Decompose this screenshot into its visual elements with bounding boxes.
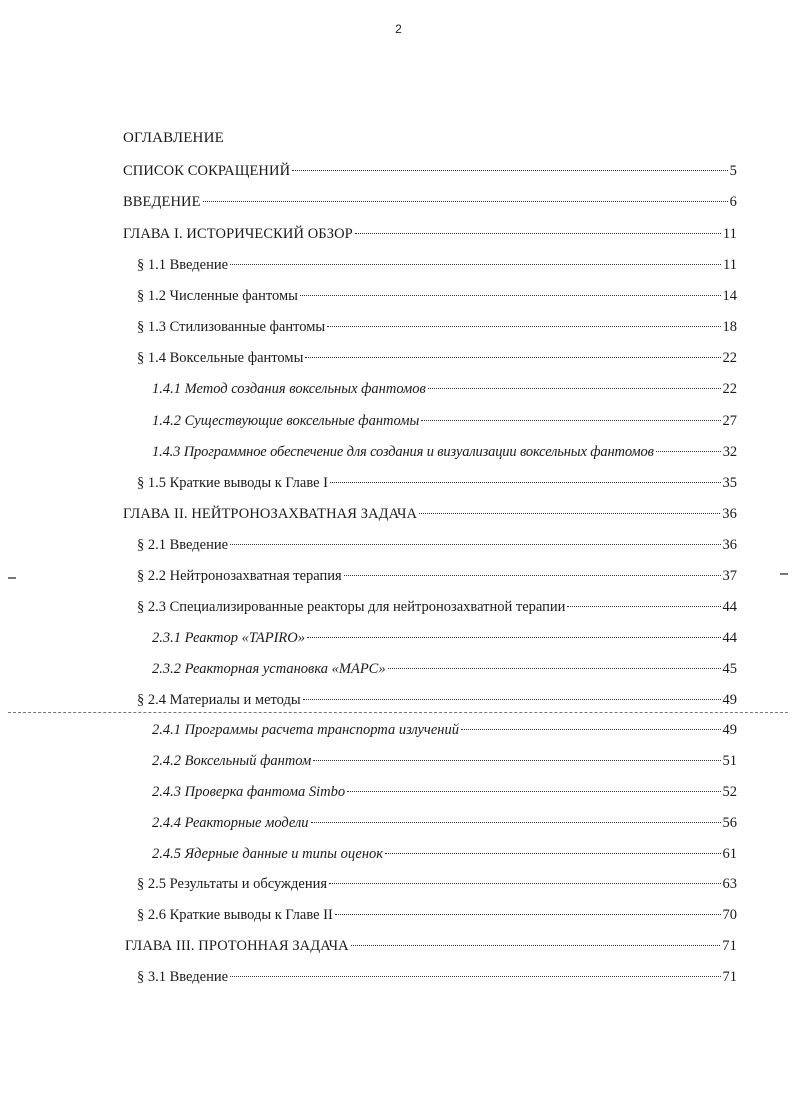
toc-leader xyxy=(305,357,720,358)
toc-leader xyxy=(230,264,721,265)
toc-leader xyxy=(355,233,721,234)
toc-entry[interactable] xyxy=(152,722,737,739)
toc-heading: ОГЛАВЛЕНИЕ xyxy=(123,130,224,146)
toc-entry-page: 36 xyxy=(722,506,737,522)
toc-entry-title: § 1.5 Краткие выводы к Главе I xyxy=(137,475,329,491)
toc-entry[interactable] xyxy=(137,319,737,336)
toc-entry[interactable] xyxy=(152,661,737,678)
toc-entry-page: 14 xyxy=(722,288,737,304)
toc-entry-title: 2.4.5 Ядерные данные и типы оценок xyxy=(152,846,384,862)
toc-entry[interactable] xyxy=(137,350,737,367)
toc-entry-page: 11 xyxy=(722,226,737,242)
toc-entry[interactable] xyxy=(137,568,737,585)
toc-entry-title: § 1.1 Введение xyxy=(137,257,229,273)
toc-entry[interactable] xyxy=(123,506,737,523)
toc-entry[interactable] xyxy=(152,784,737,801)
toc-entry[interactable] xyxy=(137,599,737,616)
toc-entry[interactable] xyxy=(137,692,737,709)
toc-entry[interactable] xyxy=(152,444,737,461)
toc-entry-page: 70 xyxy=(722,907,737,923)
scan-artifact-line xyxy=(8,712,788,713)
toc-entry-page: 6 xyxy=(729,194,737,210)
toc-leader xyxy=(461,729,721,730)
toc-entry-page: 49 xyxy=(722,692,737,708)
toc-entry-page: 61 xyxy=(722,846,737,862)
toc-entry[interactable] xyxy=(137,876,737,893)
scan-edge-mark-right xyxy=(780,573,788,575)
toc-entry-page: 71 xyxy=(722,938,737,954)
toc-entry[interactable] xyxy=(123,194,737,211)
toc-entry-title: § 1.2 Численные фантомы xyxy=(137,288,298,304)
toc-entry-title: ГЛАВА II. НЕЙТРОНОЗАХВАТНАЯ ЗАДАЧА xyxy=(123,506,418,522)
toc-entry[interactable] xyxy=(137,969,737,986)
toc-leader xyxy=(385,853,720,854)
toc-entry-title: § 2.1 Введение xyxy=(137,537,229,553)
toc-entry-title: 1.4.2 Существующие воксельные фантомы xyxy=(152,413,420,429)
toc-leader xyxy=(292,170,727,171)
toc-entry[interactable] xyxy=(152,815,737,832)
toc-entry-page: 27 xyxy=(722,413,737,429)
toc-entry-page: 71 xyxy=(722,969,737,985)
toc-entry-page: 5 xyxy=(729,163,737,179)
toc-entry-title: 1.4.3 Программное обеспечение для создания и визуализации воксельных фантомов xyxy=(152,444,654,460)
toc-entry-title: ГЛАВА III. ПРОТОННАЯ ЗАДАЧА xyxy=(125,938,349,954)
toc-entry-title: 2.4.4 Реакторные модели xyxy=(152,815,309,831)
toc-entry-page: 45 xyxy=(722,661,737,677)
toc-leader xyxy=(230,544,720,545)
toc-entry[interactable] xyxy=(152,630,737,647)
toc-leader xyxy=(421,420,720,421)
toc-leader xyxy=(311,822,721,823)
toc-leader xyxy=(300,295,721,296)
toc-leader xyxy=(351,945,721,946)
toc-entry-title: § 2.3 Специализированные реакторы для нейтронозахватной терапии xyxy=(137,599,566,615)
toc-leader xyxy=(419,513,720,514)
toc-entry-page: 35 xyxy=(722,475,737,491)
toc-leader xyxy=(230,976,720,977)
toc-entry-title: 1.4.1 Метод создания воксельных фантомов xyxy=(152,381,426,397)
page-number: 2 xyxy=(395,22,402,36)
toc-entry-title: § 2.6 Краткие выводы к Главе II xyxy=(137,907,333,923)
toc-leader xyxy=(335,914,721,915)
toc-entry-title: СПИСОК СОКРАЩЕНИЙ xyxy=(123,163,291,179)
toc-leader xyxy=(203,201,728,202)
toc-entry-title: ВВЕДЕНИЕ xyxy=(123,194,201,210)
toc-leader xyxy=(329,883,720,884)
toc-entry-page: 51 xyxy=(722,753,737,769)
toc-entry-page: 44 xyxy=(722,630,737,646)
toc-entry-title: 2.4.1 Программы расчета транспорта излучений xyxy=(152,722,459,738)
toc-entry-page: 18 xyxy=(722,319,737,335)
toc-entry-page: 37 xyxy=(722,568,737,584)
toc-leader xyxy=(656,451,721,452)
toc-entry-page: 63 xyxy=(722,876,737,892)
toc-entry-page: 32 xyxy=(722,444,737,460)
toc-entry-page: 22 xyxy=(722,381,737,397)
toc-leader xyxy=(428,388,721,389)
toc-entry[interactable] xyxy=(123,226,737,243)
toc-entry-title: § 2.2 Нейтронозахватная терапия xyxy=(137,568,342,584)
toc-entry[interactable] xyxy=(152,846,737,863)
toc-entry[interactable] xyxy=(137,257,737,274)
toc-leader xyxy=(567,606,720,607)
toc-entry[interactable] xyxy=(137,475,737,492)
toc-entry-title: § 2.5 Результаты и обсуждения xyxy=(137,876,328,892)
toc-leader xyxy=(303,699,721,700)
toc-entry-title: 2.4.2 Воксельный фантом xyxy=(152,753,312,769)
toc-entry-page: 22 xyxy=(722,350,737,366)
toc-entry[interactable] xyxy=(123,163,737,180)
toc-entry-title: § 3.1 Введение xyxy=(137,969,229,985)
toc-entry[interactable] xyxy=(137,288,737,305)
toc-leader xyxy=(313,760,720,761)
toc-entry-page: 44 xyxy=(722,599,737,615)
toc-leader xyxy=(347,791,720,792)
toc-entry-title: ГЛАВА I. ИСТОРИЧЕСКИЙ ОБЗОР xyxy=(123,226,353,242)
toc-entry-title: 2.3.2 Реакторная установка «МАРС» xyxy=(152,661,386,677)
toc-entry-page: 49 xyxy=(722,722,737,738)
toc-entry[interactable] xyxy=(137,907,737,924)
toc-entry-page: 36 xyxy=(722,537,737,553)
toc-entry[interactable] xyxy=(152,753,737,770)
toc-entry-title: § 1.3 Стилизованные фантомы xyxy=(137,319,326,335)
toc-entry[interactable] xyxy=(152,413,737,430)
toc-entry[interactable] xyxy=(125,938,737,955)
toc-entry[interactable] xyxy=(152,381,737,398)
scan-edge-mark-left xyxy=(8,577,16,579)
toc-entry[interactable] xyxy=(137,537,737,554)
toc-entry-page: 56 xyxy=(722,815,737,831)
toc-entry-title: 2.4.3 Проверка фантома Simbo xyxy=(152,784,346,800)
toc-leader xyxy=(344,575,721,576)
toc-entry-page: 52 xyxy=(722,784,737,800)
toc-entry-title: 2.3.1 Реактор «TAPIRO» xyxy=(152,630,306,646)
toc-leader xyxy=(327,326,720,327)
toc-leader xyxy=(330,482,720,483)
toc-leader xyxy=(388,668,721,669)
toc-entry-title: § 2.4 Материалы и методы xyxy=(137,692,301,708)
toc-leader xyxy=(307,637,720,638)
toc-entry-page: 11 xyxy=(723,257,737,273)
toc-entry-title: § 1.4 Воксельные фантомы xyxy=(137,350,304,366)
